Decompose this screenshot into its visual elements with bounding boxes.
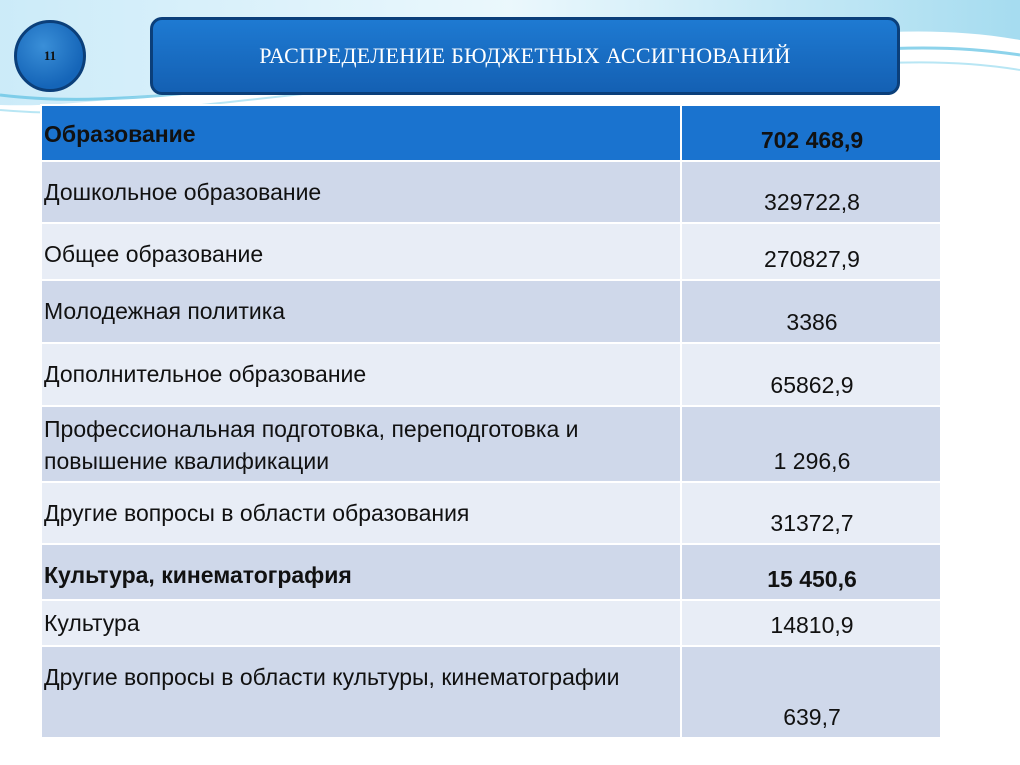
table-row (41, 223, 941, 280)
table-row (41, 600, 941, 646)
row-name: Образование (41, 105, 681, 161)
table-row (41, 343, 941, 406)
row-name: Молодежная политика (41, 280, 681, 343)
row-name: Культура (41, 600, 681, 646)
row-name: Общее образование (41, 223, 681, 280)
row-name: Дошкольное образование (41, 161, 681, 223)
table-row (41, 646, 941, 738)
slide-number: 11 (43, 48, 57, 63)
row-value: 1 296,6 (681, 406, 941, 482)
table-row-culture-total (41, 544, 941, 600)
row-value: 270827,9 (681, 223, 941, 280)
row-value: 329722,8 (681, 161, 941, 223)
row-value: 702 468,9 (681, 105, 941, 161)
row-value: 639,7 (681, 646, 941, 738)
row-value: 15 450,6 (681, 544, 941, 600)
row-name: Другие вопросы в области образования (41, 482, 681, 544)
row-value: 14810,9 (681, 600, 941, 646)
slide-number-badge (14, 20, 86, 92)
row-value: 31372,7 (681, 482, 941, 544)
row-name: Культура, кинематография (41, 544, 681, 600)
row-name: Дополнительное образование (41, 343, 681, 406)
table-row (41, 406, 941, 482)
budget-table (40, 104, 942, 739)
row-value: 65862,9 (681, 343, 941, 406)
row-name: Другие вопросы в области культуры, кинематографии (41, 646, 681, 738)
table-row-education-total (41, 105, 941, 161)
table-row (41, 280, 941, 343)
row-name: Профессиональная подготовка, переподготовка и повышение квалификации (41, 406, 681, 482)
slide-title-box (150, 17, 900, 95)
row-value: 3386 (681, 280, 941, 343)
table-row (41, 482, 941, 544)
slide-title: РАСПРЕДЕЛЕНИЕ БЮДЖЕТНЫХ АССИГНОВАНИЙ (259, 43, 791, 68)
table-row (41, 161, 941, 223)
